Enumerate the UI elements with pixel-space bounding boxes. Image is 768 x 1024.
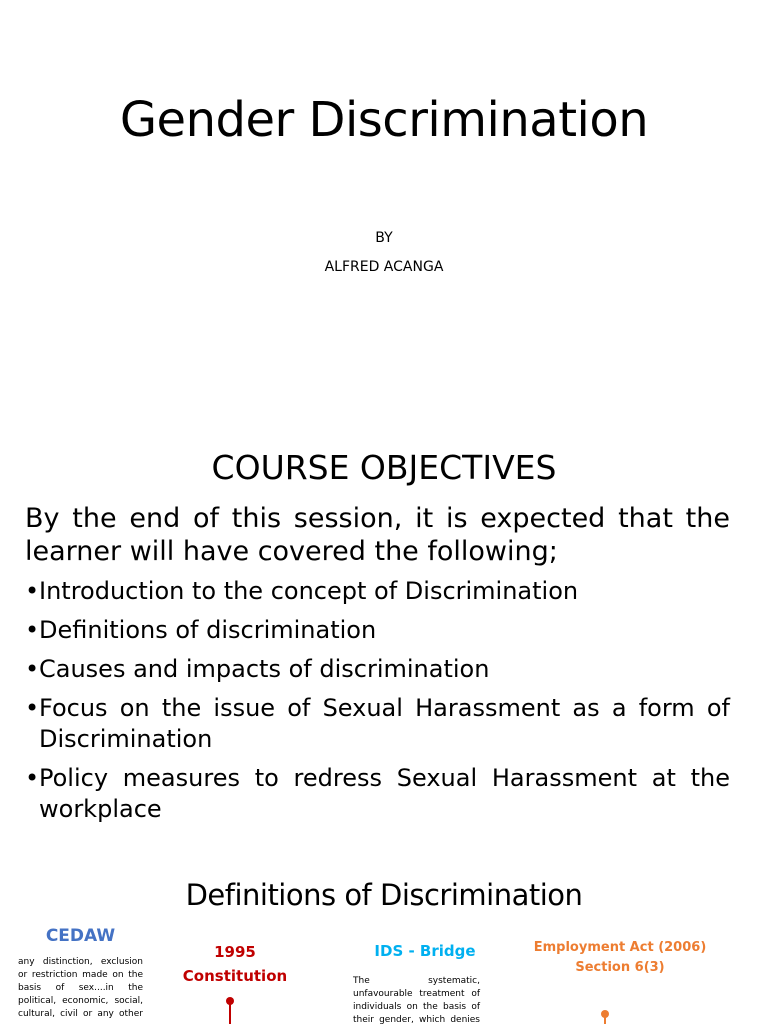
objective-text: Policy measures to redress Sexual Harassment at the workplace (39, 764, 730, 823)
employment-act-connector-line (604, 1015, 606, 1024)
objectives-list (25, 576, 730, 833)
list-item (25, 654, 730, 685)
definitions-heading: Definitions of Discrimination (185, 878, 583, 912)
objectives-slide (0, 430, 768, 860)
objective-text: Focus on the issue of Sexual Harassment as a form of Discrimination (39, 694, 730, 753)
employment-act-section: Section 6(3) (575, 960, 665, 975)
bullet-icon: • (25, 764, 40, 792)
constitution-connector-line (229, 1002, 231, 1024)
constitution-label: Constitution (182, 967, 288, 985)
constitution-title (170, 940, 300, 988)
list-item (25, 576, 730, 607)
title-slide (0, 0, 768, 420)
author-name: ALFRED ACANGA (324, 259, 444, 275)
cedaw-definition: any distinction, exclusion or restriction made on the basis of sex....in the political, economic, social, cultural, civil or any other (18, 957, 143, 1019)
bullet-icon: • (25, 655, 40, 683)
list-item (25, 763, 730, 825)
by-label: BY (375, 230, 393, 246)
constitution-year: 1995 (214, 943, 256, 961)
bullet-icon: • (25, 616, 40, 644)
definitions-slide (0, 870, 768, 1024)
ids-bridge-definition: The systematic, unfavourable treatment of individuals on the basis of their gender, which denies (353, 976, 480, 1024)
list-item (25, 615, 730, 646)
bullet-icon: • (25, 694, 40, 722)
bullet-icon: • (25, 577, 40, 605)
list-item (25, 693, 730, 755)
objective-text: Definitions of discrimination (39, 616, 377, 644)
objective-text: Causes and impacts of discrimination (39, 655, 490, 683)
objectives-heading: COURSE OBJECTIVES (211, 448, 557, 487)
cedaw-title: CEDAW (45, 926, 116, 946)
employment-act-name: Employment Act (2006) (533, 940, 707, 955)
objectives-intro: By the end of this session, it is expected that the learner will have covered the following; (25, 503, 730, 567)
objective-text: Introduction to the concept of Discrimination (39, 577, 579, 605)
employment-act-title (530, 938, 710, 978)
presentation-title: Gender Discrimination (119, 92, 649, 148)
ids-bridge-title: IDS - Bridge (374, 942, 476, 960)
